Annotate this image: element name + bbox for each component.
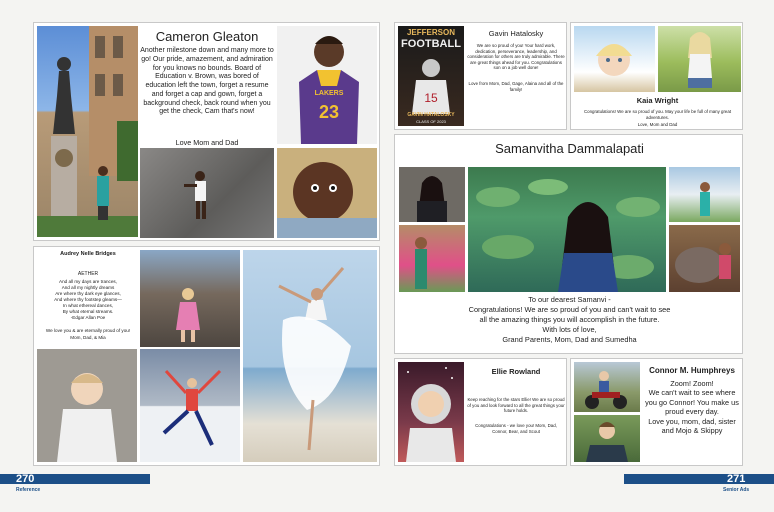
photo-audrey-ballet (243, 250, 377, 462)
ad-ellie-rowland (394, 358, 567, 466)
photo-samanvitha-1 (399, 167, 465, 222)
ad-message: We are so proud of you! Your hard work, dedication, perseverance, leadership, and consideration for others are truly admirable. There are great things ahead for you. Congratulations son on a job well done! (467, 43, 565, 70)
jersey-text: LAKERS (314, 90, 344, 97)
ballet-photo-art (243, 250, 377, 462)
photo-cameron-climbing (140, 148, 274, 238)
statue-photo-art (37, 26, 138, 237)
photo-samanvitha-lilypads (468, 167, 666, 292)
ad-audrey-bridges (33, 246, 380, 466)
section-label-right: Senior Ads (723, 487, 750, 493)
message-line: Grand Parents, Mom, Dad and Sumedha (502, 334, 637, 344)
page-number-right: 271 (727, 473, 746, 485)
message-line: We can't wait to see where (648, 388, 736, 398)
motorbike-photo-art (574, 362, 640, 412)
ad-signature: Congratulations - we love you! Mom, Dad, Connor, Bear, and Scout (475, 423, 557, 434)
lilypads-photo-art (468, 167, 666, 292)
ad-kaia-wright (570, 22, 743, 130)
samanvitha-photo-3-art (669, 167, 740, 222)
ad-message: Keep reaching for the stars Ellie! We are so proud of you and look forward to all the great things your future holds. (467, 397, 565, 413)
poster-top-text: JEFFERSON (406, 28, 455, 37)
right-page (387, 0, 774, 512)
photo-cameron-statue (37, 26, 138, 237)
skating-photo-art (140, 349, 240, 462)
poem-line: In what ethereal dances, (62, 302, 114, 308)
ad-signature: Love, Mom and Dad (637, 122, 678, 127)
poem-line: Are where thy dark eye glances, (55, 290, 121, 296)
ad-name: Audrey Nelle Bridges (60, 251, 116, 257)
connor-message (641, 379, 743, 436)
ad-name: Connor M. Humphreys (649, 366, 735, 375)
page-number-left: 270 (16, 473, 35, 485)
kaia-child-art (574, 26, 655, 92)
jersey-number: 23 (318, 102, 340, 122)
poster-name-text: GAVIN HATALOSKY (407, 112, 455, 118)
samanvitha-photo-2-art (399, 225, 465, 292)
ad-cameron-gleaton (33, 22, 380, 241)
section-label-left: Reference (16, 487, 41, 493)
poster-class-text: CLASS OF 2023 (416, 119, 446, 124)
photo-samanvitha-4 (669, 225, 740, 292)
photo-ellie-astronaut (398, 362, 464, 462)
ad-message: Congratulations! We are so proud of you. May your life be full of many great adventures. (583, 109, 732, 120)
photo-connor-portrait (574, 415, 640, 462)
message-line: proud every day. (665, 407, 719, 417)
astronaut-photo-art (398, 362, 464, 462)
photo-gavin-poster (398, 26, 464, 126)
message-line: Congratulations! We are so proud of you and can't wait to see (468, 304, 671, 314)
message-line: With lots of love, (542, 324, 597, 334)
ad-name: Ellie Rowland (491, 367, 541, 376)
ad-name: Samanvitha Dammalapati (495, 141, 644, 156)
connor-portrait-art (574, 415, 640, 462)
climbing-photo-art (140, 148, 274, 238)
poem-body (38, 279, 138, 321)
photo-samanvitha-2 (399, 225, 465, 292)
photo-audrey-skating (140, 349, 240, 462)
message-line: all the amazing things you will accomplish in the future. (479, 314, 660, 324)
ad-gavin-hatalosky (394, 22, 567, 130)
poem-author: -Edgar Allan Poe (70, 314, 106, 320)
rocks-photo-art (140, 250, 240, 347)
photo-kaia-field (658, 26, 741, 92)
ad-name: Gavin Hatalosky (488, 29, 544, 38)
baby-photo-art (277, 148, 377, 238)
ad-samanvitha-dammalapati (394, 134, 743, 354)
closing-line: We love you & are eternally proud of you! (45, 328, 131, 333)
poem-title: AETHER (77, 271, 99, 277)
message-line: Love you, mom, dad, sister (648, 416, 736, 426)
photo-cameron-baby (277, 148, 377, 238)
ad-name: Kaia Wright (636, 96, 679, 105)
poem-line: By what eternal streams. (62, 308, 114, 314)
message-line: you go Connor! You make us (645, 397, 739, 407)
message-line: To our dearest Samanvi - (528, 295, 611, 304)
photo-audrey-baby (37, 349, 137, 462)
poem-line: And all my days are trances, (59, 279, 117, 284)
folio-bar-right (624, 474, 774, 484)
ad-connor-humphreys (570, 358, 743, 466)
ad-message: Another milestone down and many more to go! Our pride, amazement, and admiration for you knows no bounds. Board of Education v. Brown, was bored of education left the town, forget a resume and forget a cap and gown, forget a background check, back round when you get the check, Cam that's now! (140, 47, 274, 116)
photo-kaia-child (574, 26, 655, 92)
kaia-field-art (658, 26, 741, 92)
ad-name: Cameron Gleaton (155, 29, 259, 44)
audrey-baby-photo-art (37, 349, 137, 462)
samanvitha-message (395, 295, 743, 345)
ad-signature: Love from Mom, Dad, Gage, Alaina and all of the family! (468, 81, 564, 92)
samanvitha-photo-4-art (669, 225, 740, 292)
samanvitha-photo-1-art (399, 167, 465, 222)
poem-line: And where thy footstep gleams— (54, 296, 122, 302)
photo-connor-motorbike (574, 362, 640, 412)
ad-signature: Love Mom and Dad (175, 138, 239, 147)
poster-main-text: FOOTBALL (401, 38, 461, 50)
photo-audrey-rocks (140, 250, 240, 347)
poem-line: And all my nightly dreams (61, 284, 115, 290)
photo-cameron-lakers (277, 26, 377, 144)
photo-samanvitha-3 (669, 167, 740, 222)
message-line: and Mojo & Skippy (661, 426, 723, 436)
message-line: Zoom! Zoom! (670, 379, 714, 388)
football-player-art (398, 54, 464, 114)
closing-signature: Mom, Dad, & Mia (70, 335, 106, 340)
svg-text:15: 15 (424, 91, 438, 105)
lakers-photo-art (277, 26, 377, 144)
